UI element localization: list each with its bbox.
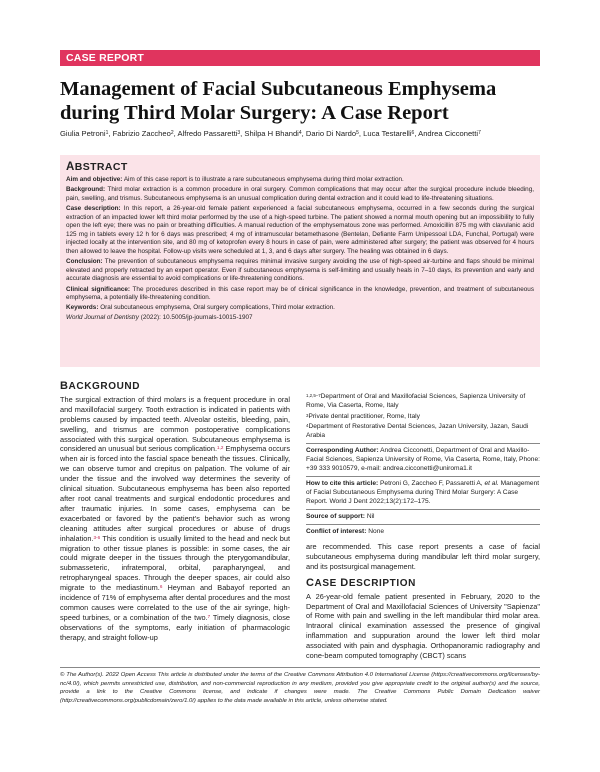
author-affiliation-sup: 4 — [298, 130, 302, 136]
case-description-paragraph: A 26-year-old female patient presented in February, 2020 to the Department of Oral and Maxillofacial Sciences of University "Sapienza" of Rome with pain and swelling in the left mandibular third molar area. Intraoral clinical examination assessed the presence of gingival inflammation and suppuration around the lower left third molar associated with pain and dysphagia. Orthopanoramic radiography and cone-beam computed tomography (CBCT) scans — [306, 591, 540, 661]
abstract-paragraph: Case description: In this report, a 26-year-old female patient experienced a facial subcutaneous emphysema, occurred in a few seconds during the surgical extraction of an impacted lower left third molar performed by the use of a high-speed turbine. The patient showed a normal mouth opening but an impossibility to fully open the left eye; there was no pain or breathing difficulties. A manual reduction of the emphysematous zone was performed. Amoxicillin 875 mg with clavulanic acid 125 mg in tablets every 12 h for 6 days was prescribed; 4 mg of intramuscular betamethasone (Bentelan, Defiante Farm Unipessoal LDA, Funchal, Portugal) were injected locally at the intervention site, and 80 mg of ketoprofen every 8 hours in case of pain, were administered after surgery; the patient was observed for 4 hours then allowed to leave the hospital. Follow-up visits were scheduled at 1, 3, and 6 days after surgery. The healing was obtained in 6 days. — [66, 204, 534, 255]
case-column — [306, 542, 540, 661]
background-heading: BACKGROUND — [60, 380, 141, 392]
case-description-heading: CASE DESCRIPTION — [306, 576, 416, 589]
author-name: Dario Di Nardo — [305, 129, 357, 138]
conflict-of-interest: Conflict of interest: None — [306, 528, 385, 535]
abstract-citation: World Journal of Dentistry (2022): 10.5005/jp-journals-10015-1907 — [66, 314, 253, 322]
author-affiliation-sup: 3 — [237, 130, 241, 136]
author-name: Fabrizio Zaccheo — [112, 129, 171, 138]
affiliation: $^3$Private dental practitioner, Rome, Italy — [306, 412, 420, 420]
author-name: Giulia Petroni — [60, 129, 106, 138]
abstract-paragraph: Background: Third molar extraction is a common procedure in oral surgery. Common complications that may occur after the surgical procedure include bleeding, pain, swelling, and trismus. Subcutaneous emphysema is an unusual complication during dental extraction and it could lead to life-threatening situations. — [66, 186, 534, 202]
affiliation: $^4$Department of Restorative Dental Sciences, Jazan University, Jazan, Saudi Arabia — [306, 423, 529, 439]
abstract-paragraph: Keywords: Oral subcutaneous emphysema, Oral surgery complications, Third molar extraction. — [66, 304, 335, 312]
license-footer: © The Author(s). 2022 Open Access This article is distributed under the terms of the Creative Commons Attribution 4.0 International License (https://creativecommons.org/licenses/by-nc/4.0/), which permits unrestricted use, distribution, and non-commercial reproduction in any medium, provided you give appropriate credit to the original author(s) and the source, provide a link to the Creative Commons license, and indicate if changes were made. The Creative Commons Public Domain Dedication waiver (http://creativecommons.org/publicdomain/zero/1.0/) applies to the data made available in this article, unless otherwise stated. — [60, 672, 540, 705]
divider — [306, 509, 540, 510]
how-to-cite: How to cite this article: Petroni G, Zaccheo F, Passaretti A, et al. Management of Facial Subcutaneous Emphysema during Third Molar Surgery: A Case Report. World J Dent 2022;13(2):172–175. — [306, 480, 540, 505]
abstract-heading: ABSTRACT — [66, 161, 128, 173]
author-affiliation-sup: 7 — [478, 130, 481, 136]
background-paragraph: The surgical extraction of third molars is a frequent procedure in oral and maxillofacial surgery. Tooth extraction is indicated in patients with problems caused by impacted teeth. Alveolar osteitis, bleeding, pain, swelling, and trismus are common postoperative complications associated with this surgical operation. Subcutaneous emphysema is considered an unusual but serious complication.$^{1,2}$ Emphysema occurs when air is forced into the fascial space beneath the tissues. Clinically, we can observe tumor and crepitus on palpation. The volume of air under the tissue and the involved way determines the severity of clinical situation. Subcutaneous emphysema has been also reported after root canal treatments and surgical endodontic procedures and after traumatic injuries. In some cases, emphysema can be exacerbated or favored by the patient's behavior such as wrong cleaning attitudes after surgical procedures or abuse of drugs inhalation.$^{3-6}$ This condition is usually limited to the head and neck but migration to other tissue planes is possible: in some cases, the air could migrate deeper in the tissues through the pterygomandibular, submasseteric, infratemporal, orbital, parapharyngeal, and retropharyngeal spaces. Through the deeper spaces, air could also migrate to the mediastinum.$^6$ Heyman and Babayof reported an incidence of 71% of emphysema after dental procedures and the most common causes were correlated to the use of the air syringe, high-speed turbines, or a combination of the two.$^7$ Timely diagnosis, close observations of the symptoms, early initiation of pharmacologic therapy, and straight follow-up — [60, 394, 290, 642]
author-affiliation-sup: 5 — [356, 130, 359, 136]
background-continuation: are recommended. This case report presents a case of facial subcutaneous emphysema during mandibular left third molar surgery, and its postsurgical management. — [306, 542, 540, 571]
article-type-banner — [60, 50, 540, 66]
background-column — [60, 382, 290, 643]
article-type-label: CASE REPORT — [66, 52, 145, 64]
article-title: Management of Facial Subcutaneous Emphysema during Third Molar Surgery: A Case Report — [60, 78, 497, 124]
abstract-paragraph: Conclusion: The prevention of subcutaneous emphysema requires minimal invasive surgery avoiding the use of high-speed air-turbine and flaps should be minimal elevated and properly retracted by an expert operator. Even if subcutaneous emphysema is self-limiting and usually heals in 7–10 days, its prevention and early and accurate diagnosis are essential to avoid complications or life-threatening conditions. — [66, 258, 534, 283]
abstract-paragraphs — [66, 176, 534, 313]
author-name: Luca Testarelli — [363, 129, 412, 138]
footer-divider — [60, 667, 540, 668]
corresponding-author: Corresponding Author: Andrea Cicconetti, Department of Oral and Maxillo-Facial Sciences, Sapienza University of Rome, Via Caserta, Rome, Italy, Phone: +39 333 9010579, e-mail: andrea.cicconetti@uniroma1.it — [306, 447, 540, 472]
author-affiliation-sup: 1 — [105, 130, 109, 136]
author-name: Alfredo Passaretti — [177, 129, 238, 138]
divider — [306, 443, 540, 444]
affiliation: $^{1,2,5-7}$Department of Oral and Maxillofacial Sciences, Sapienza University of Rome, Via Caserta, Rome, Italy — [306, 393, 526, 409]
author-name: Andrea Cicconetti — [418, 129, 479, 138]
citation-ref[interactable]: 7 — [207, 613, 211, 619]
citation-ref[interactable]: 1,2 — [216, 445, 224, 451]
citation-ref[interactable]: 6 — [159, 584, 163, 590]
divider — [306, 476, 540, 477]
author-affiliation-sup: 2 — [170, 130, 174, 136]
abstract-paragraph: Aim and objective: Aim of this case report is to illustrate a rare subcutaneous emphysema during third molar extraction. — [66, 176, 404, 183]
source-of-support: Source of support: Nil — [306, 513, 375, 520]
abstract-box — [60, 155, 540, 367]
divider — [306, 524, 540, 525]
affiliations-block — [306, 392, 540, 538]
abstract-paragraph: Clinical significance: The procedures described in this case report may be of clinical significance in the knowledge, prevention, and treatment of subcutaneous emphysema, a potentially life-threatening condition. — [66, 285, 534, 302]
author-affiliation-sup: 6 — [411, 130, 415, 136]
author-list: Giulia Petroni$^1$, Fabrizio Zaccheo$^2$, Alfredo Passaretti$^3$, Shilpa H Bhandi$^4$, Dario Di Nardo$^5$, Luca Testarelli$^6$, Andrea Cicconetti$^7$ — [60, 129, 481, 138]
author-name: Shilpa H Bhandi — [244, 129, 299, 138]
citation-ref[interactable]: 3-6 — [93, 534, 101, 540]
